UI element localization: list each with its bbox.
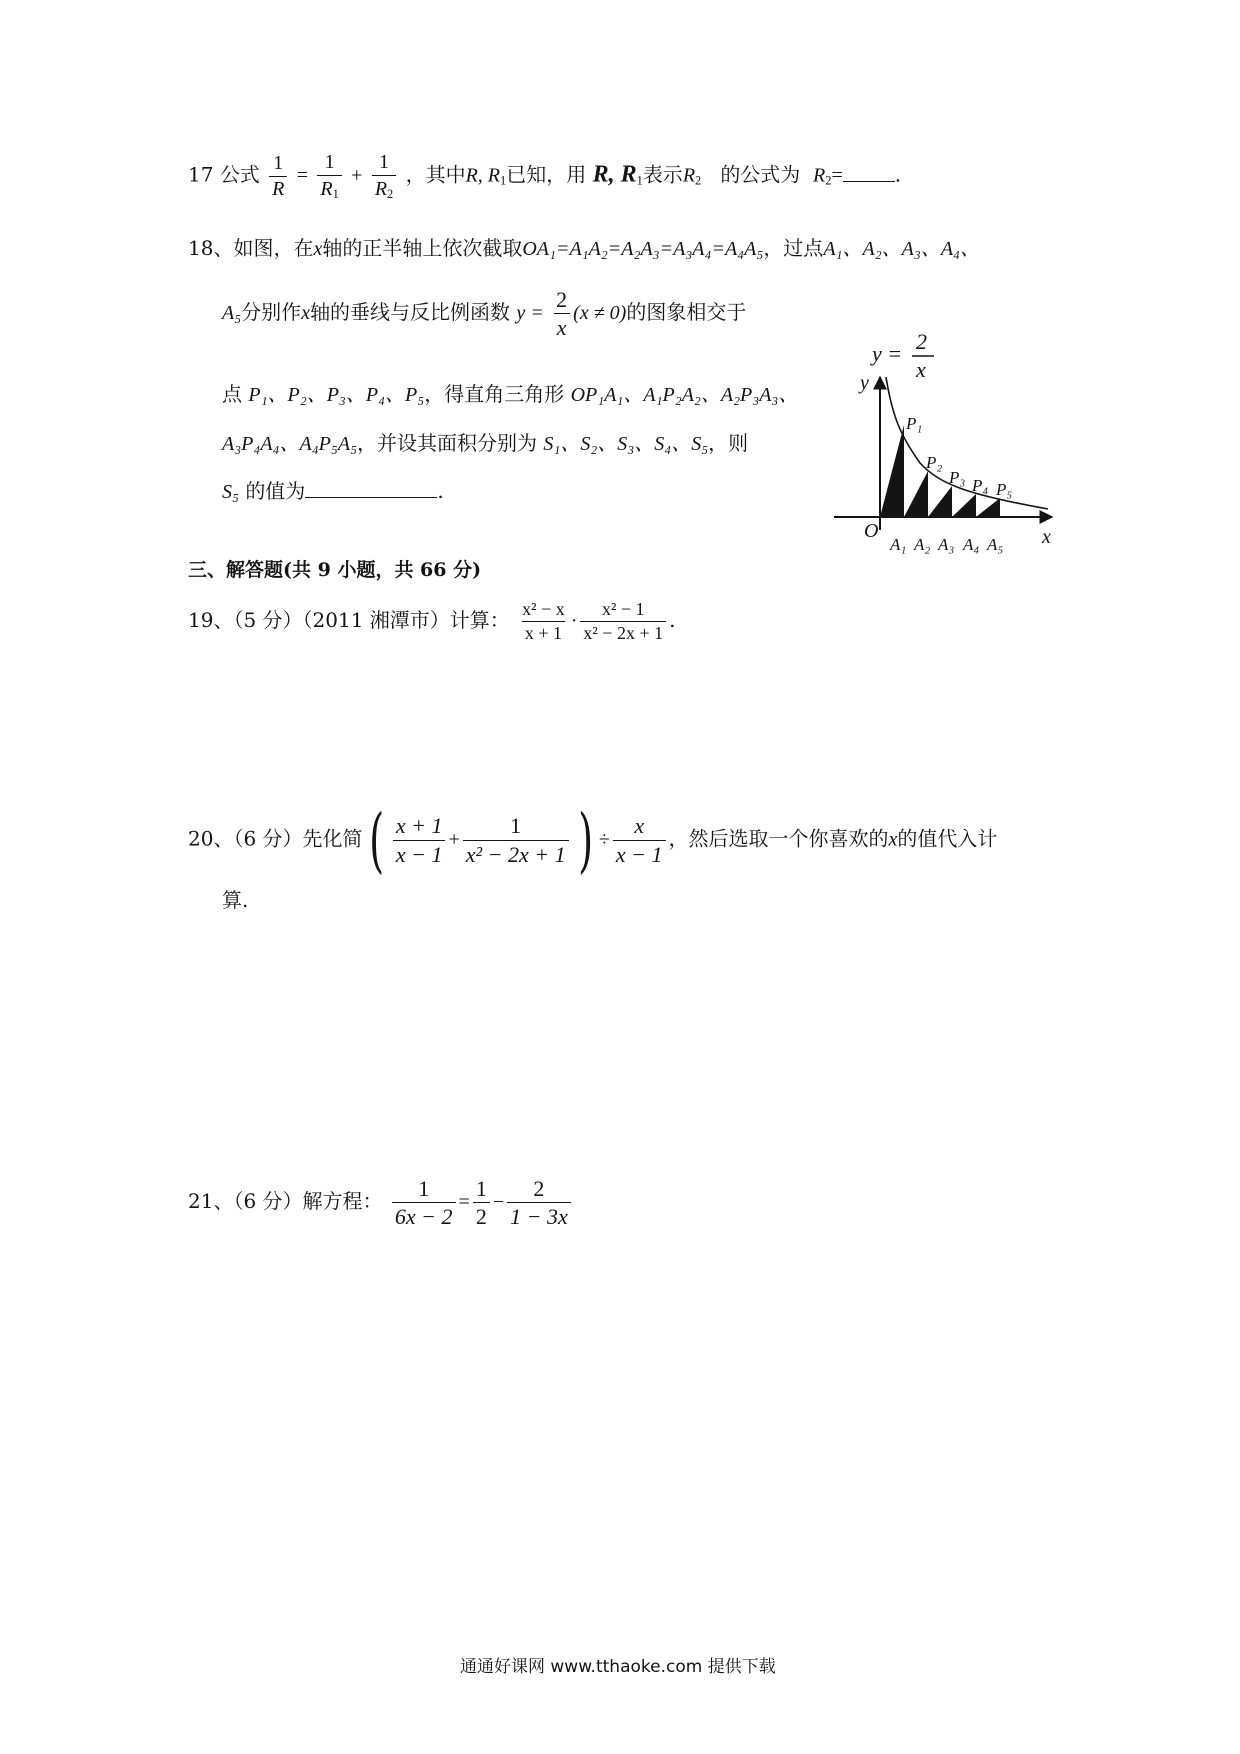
figure-x-label: x: [1042, 526, 1051, 548]
figure-y-label: y: [860, 372, 869, 394]
q18-answer-blank[interactable]: [305, 496, 437, 498]
q17-answer-blank[interactable]: [843, 180, 895, 182]
q21-fraction-2: $\frac{1}{2}$: [473, 1177, 490, 1228]
q19-fraction-2: $\frac{\text{x² − 1}}{\text{x² − 2x + 1}}$: [580, 600, 666, 643]
q17-fraction-2: $\frac{1}{R_1}$: [317, 152, 341, 200]
question-17: 17 公式 $\frac{1}{R}$ = $\frac{1}{R_1}$ + $\frac{1}{R_2}$ ，其中R, $R_1$已知，用 R, $R_1$表示$R_2$ 的公式为 $R_2=$ .: [188, 151, 902, 202]
q18-line-1: 18、如图，在x轴的正半轴上依次截取OA₁=A₁A₂=A₂A₃=A₃A₄=A₄A₅，过点A₁、A₂、A₃、A₄、: [188, 236, 980, 260]
q17-text-1: 公式: [219, 162, 260, 187]
figure-a5-label: A₅: [987, 535, 1004, 554]
page-footer: 通通好课网 www.tthaoke.com 提供下载: [460, 1657, 776, 1677]
figure-triangle-3: [928, 486, 952, 517]
q18-line-2: A₅分别作x轴的垂线与反比例函数 y = $\frac{2}{x}$ (x ≠ 0)的图象相交于: [222, 287, 747, 341]
figure-p4-label: P₄: [972, 476, 989, 495]
figure-a3-label: A₃: [938, 535, 955, 554]
figure-p2-label: P₂: [926, 453, 943, 472]
figure-a2-label: A₂: [914, 535, 931, 554]
figure-triangle-2: [904, 471, 928, 517]
question-20: 20、（6 分）先化简( $\frac{x + 1}{x - 1}$ + $\frac{1}{\text{x² − 2x + 1}}$ ) ÷ $\frac{x}{x - 1}$ ，然后选取一个你喜欢的x的值代入计: [188, 799, 998, 881]
q21-fraction-1: $\frac{1}{6x - 2}$: [392, 1177, 456, 1228]
q19-fraction-1: $\frac{\text{x² − x}}{x + 1}$: [522, 599, 565, 643]
figure-triangle-4: [952, 494, 976, 517]
q18-line-3: 点 P₁、P₂、P₃、P₄、P₅，得直角三角形 OP₁A₁、A₁P₂A₂、A₂P₃A₃、: [222, 382, 799, 406]
figure-a1-label: A₁: [890, 535, 907, 554]
q17-fraction-3: $\frac{1}{R_2}$: [372, 152, 396, 200]
q20-line-2: 算.: [222, 888, 249, 912]
question-21: 21、（6 分）解方程： $\frac{1}{6x - 2}$ = $\frac{1}{2}$ − $\frac{2}{1 - 3x}$: [188, 1177, 574, 1228]
q20-fraction-1: $\frac{x + 1}{x - 1}$: [393, 814, 446, 865]
q18-line-4: A₃P₄A₄、A₄P₅A₅，并设其面积分别为 S₁、S₂、S₃、S₄、S₅，则: [222, 431, 749, 455]
figure-triangle-5: [976, 498, 1000, 517]
figure-origin-label: O: [864, 520, 879, 542]
figure-function-num: 2: [916, 329, 927, 354]
q18-line-5: S₅ 的值为 .: [222, 479, 444, 503]
q17-fraction-1: $\frac{1}{R}$: [269, 153, 287, 200]
figure-a4-label: A₄: [963, 535, 980, 554]
q20-right-paren: ): [577, 799, 593, 881]
section-3-heading: 三、解答题(共 9 小题，共 66 分): [188, 559, 482, 581]
q18-figure: [830, 325, 1060, 560]
q20-fraction-3: $\frac{x}{x - 1}$: [613, 814, 666, 865]
q20-fraction-2: $\frac{1}{\text{x² − 2x + 1}}$: [463, 814, 569, 865]
figure-function-den: x: [916, 357, 926, 382]
figure-function-y: y =: [872, 341, 903, 366]
q20-left-paren: (: [368, 799, 384, 881]
q17-number: 17: [188, 162, 214, 187]
figure-p5-label: P₅: [996, 480, 1013, 499]
figure-p3-label: P₃: [949, 468, 966, 487]
q21-fraction-3: $\frac{2}{1 - 3x}$: [507, 1177, 571, 1228]
question-19: 19、（5 分）（2011 湘潭市）计算： $\frac{\text{x² − x}}{x + 1}$ · $\frac{\text{x² − 1}}{\text{x² − 2x + 1}}$ .: [188, 599, 676, 643]
figure-p1-label: P₁: [906, 414, 923, 433]
figure-triangle-1: [880, 425, 904, 517]
q18-function-fraction: $\frac{2}{x}$: [553, 288, 570, 339]
figure-hyperbola-curve: [886, 377, 1048, 509]
